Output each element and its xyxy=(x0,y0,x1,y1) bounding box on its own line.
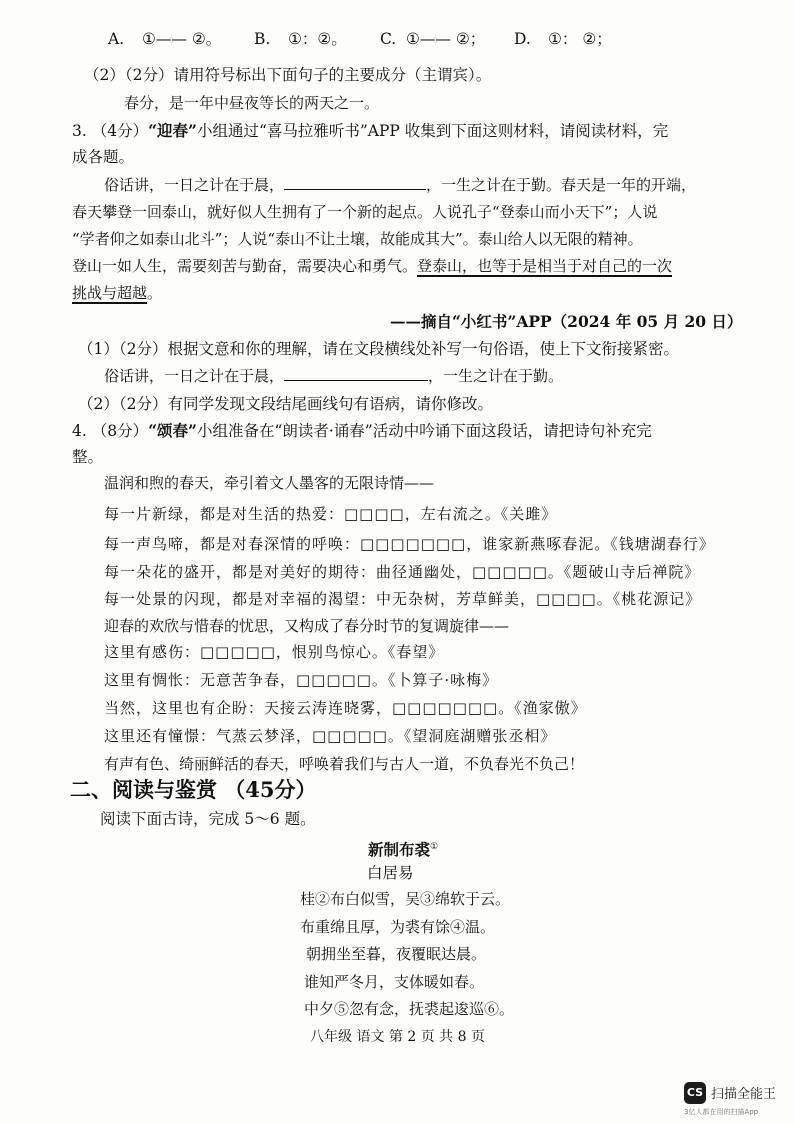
q4-line-9: 这里还有憧憬：气蒸云梦泽，□□□□□。《望洞庭湖赠张丞相》 xyxy=(104,727,557,745)
poem-line-1: 桂②布白似雪，吴③绵软于云。 xyxy=(300,890,511,908)
q3-passage-line3: “学者仰之如泰山北斗”；人说“泰山不让土壤，故能成其大”。泰山给人以无限的精神。 xyxy=(72,230,643,248)
q4-group: “颂春” xyxy=(148,421,197,440)
camscanner-name: 扫描全能王 xyxy=(711,1087,777,1102)
q4-line-5: 迎春的欢欣与惜春的忧思，又构成了春分时节的复调旋律—— xyxy=(104,617,510,635)
option-a-label: A. xyxy=(108,30,125,48)
option-b-text: ①：②。 xyxy=(288,30,347,48)
q3-sub2-prompt: （2）（2分）有同学发现文段结尾画线句有语病，请你修改。 xyxy=(78,395,493,413)
q3-sub1-a: 俗话讲，一日之计在于晨， xyxy=(104,367,285,385)
q4-line-4: 每一处景的闪现，都是对幸福的渴望：中无杂树，芳草鲜美，□□□□。《桃花源记》 xyxy=(104,590,702,608)
q4-score: （8分） xyxy=(91,422,149,440)
poem-author: 白居易 xyxy=(367,864,414,882)
option-d-text: ①： ②； xyxy=(548,30,612,48)
page-footer: 八年级 语文 第 2 页 共 8 页 xyxy=(310,1029,485,1045)
poem-line-5: 中夕⑤忽有念，抚裘起逡巡⑥。 xyxy=(304,1000,515,1018)
q3-sub1-prompt: （1）（2分）根据文意和你的理解，请在文段横线处补写一句俗语，使上下文衔接紧密。 xyxy=(78,340,679,358)
poem-title-note: ① xyxy=(430,842,439,852)
q4-line-1: 每一片新绿，都是对生活的热爱：□□□□，左右流之。《关雎》 xyxy=(104,505,558,523)
poem-line-3: 朝拥坐至暮，夜覆眠达晨。 xyxy=(306,945,487,963)
q3-sub1-answer-blank[interactable] xyxy=(284,366,428,381)
q3-passage-4a: 登山一如人生，需要刻苦与勤奋，需要决心和勇气。 xyxy=(72,257,418,275)
q3-passage-line4 xyxy=(72,255,672,277)
poem-title-text: 新制布裘 xyxy=(368,840,431,860)
q2-sub2-sentence: 春分，是一年中昼夜等长的两天之一。 xyxy=(124,94,380,112)
camscanner-slogan: 3亿人都在用的扫描App xyxy=(684,1108,759,1116)
q4-line-8: 当然，这里也有企盼：天接云涛连晓雾，□□□□□□□。《渔家傲》 xyxy=(104,699,587,717)
q3-sub1-answer-line xyxy=(104,365,563,387)
q3-group: “迎春” xyxy=(148,121,197,140)
q3-score: （4分） xyxy=(91,122,149,140)
q2-sub2-prompt: （2）（2分）请用符号标出下面句子的主要成分（主谓宾）。 xyxy=(84,66,492,84)
camscanner-logo-icon: CS xyxy=(684,1082,706,1104)
q3-heading xyxy=(72,120,668,142)
q3-number: 3. xyxy=(72,122,87,140)
q3-passage-line2: 春天攀登一回泰山，就好似人生拥有了一个新的起点。人说孔子“登泰山而小天下”；人说 xyxy=(72,203,658,221)
q3-passage-end: 。 xyxy=(147,284,163,302)
q4-line-3: 每一朵花的盛开，都是对美好的期待：曲径通幽处，□□□□□。《题破山寺后禅院》 xyxy=(104,563,701,581)
q3-passage-blank[interactable] xyxy=(284,175,426,190)
poem-line-4: 谁知严冬月，支体暖如春。 xyxy=(304,973,485,991)
q3-passage-1a: 俗话讲，一日之计在于晨， xyxy=(104,176,285,194)
option-c-label: C. xyxy=(380,30,397,48)
q3-passage-line1 xyxy=(104,174,696,196)
q3-underlined-sentence-part2: 挑战与超越 xyxy=(72,284,148,302)
option-d-label: D. xyxy=(514,30,531,48)
option-c-text: ①—— ②； xyxy=(406,30,486,48)
section-2-instruction: 阅读下面古诗，完成 5～6 题。 xyxy=(100,810,316,828)
q3-heading-rest: 小组通过“喜马拉雅听书”APP 收集到下面这则材料，请阅读材料，完 xyxy=(196,122,669,140)
q4-line-10: 有声有色、绮丽鲜活的春天，呼唤着我们与古人一道，不负春光不负己！ xyxy=(104,755,585,773)
q4-line-7: 这里有惆怅：无意苦争春，□□□□□。《卜算子·咏梅》 xyxy=(104,671,499,689)
q3-underlined-sentence-part1: 登泰山，也等于是相当于对自己的一次 xyxy=(417,257,673,275)
q3-heading-line2: 成各题。 xyxy=(72,148,135,166)
poem-line-2: 布重绵且厚，为裘有馀④温。 xyxy=(300,918,496,936)
q3-passage-line5 xyxy=(72,282,162,304)
q4-line-6: 这里有感伤：□□□□□，恨别鸟惊心。《春望》 xyxy=(104,643,445,661)
q3-sub1-b: ，一生之计在于勤。 xyxy=(428,367,564,385)
q4-heading-line2: 整。 xyxy=(72,448,104,466)
q4-heading-rest: 小组准备在“朗读者·诵春”活动中吟诵下面这段话，请把诗句补充完 xyxy=(196,422,652,440)
poem-title xyxy=(368,836,438,861)
option-b-label: B. xyxy=(254,30,271,48)
q4-line-2: 每一声鸟啼，都是对春深情的呼唤：□□□□□□□，谁家新燕啄春泥。《钱塘湖春行》 xyxy=(104,535,715,553)
q4-heading xyxy=(72,420,652,442)
q4-intro: 温润和煦的春天，牵引着文人墨客的无限诗情—— xyxy=(104,474,435,492)
camscanner-watermark xyxy=(684,1082,794,1122)
option-a-text: ①—— ②。 xyxy=(142,30,222,48)
q3-source: ——摘自“小红书”APP（2024 年 05 月 20 日） xyxy=(390,312,743,331)
q3-passage-1b: ，一生之计在于勤。春天是一年的开端， xyxy=(426,176,697,194)
section-2-title: 二、阅读与鉴赏 （45分） xyxy=(70,777,317,802)
q4-number: 4. xyxy=(72,422,87,440)
